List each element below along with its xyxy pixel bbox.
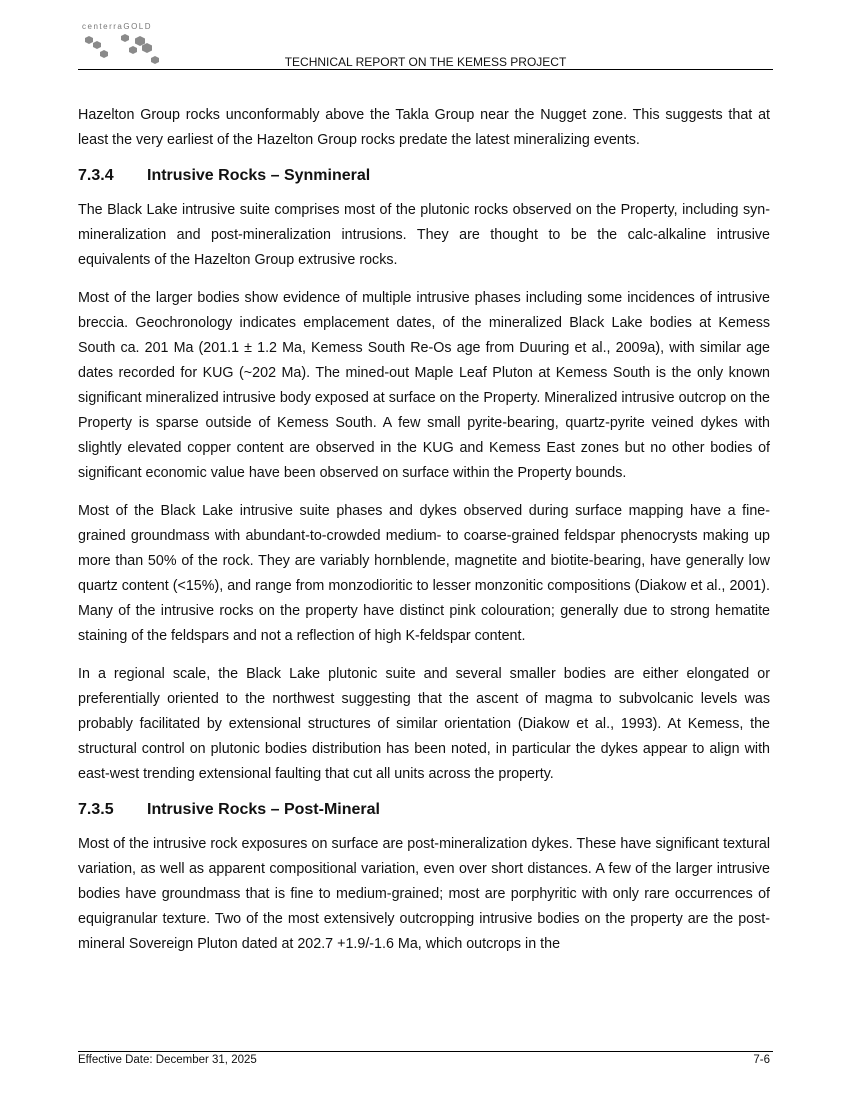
paragraph: In a regional scale, the Black Lake plutonic suite and several smaller bodies are either elongated or preferentially oriented to the northwest suggesting that the ascent of magma to subvolcanic levels was probably facilitated by extensional structures of similar orientation (Diakow et al., 1993). At Kemess, the structural control on plutonic bodies distribution has been noted, in particular the dykes appear to align with east-west trending extensional faulting that cut all units across the property. [78, 666, 770, 782]
page-footer [78, 1054, 770, 1066]
paragraph: The Black Lake intrusive suite comprises most of the plutonic rocks observed on the Property, including syn-mineralization and post-mineralization intrusions. They are thought to be the calc-alkaline intrusive equivalents of the Hazelton Group extrusive rocks. [78, 202, 770, 268]
logo-wordmark: centerraGOLD [82, 22, 153, 31]
page-number: 7-6 [753, 1054, 770, 1066]
effective-date: Effective Date: December 31, 2025 [78, 1054, 257, 1066]
page-header [78, 18, 773, 70]
paragraph: Most of the Black Lake intrusive suite phases and dykes observed during surface mapping have a fine-grained groundmass with abundant-to-crowded medium- to coarse-grained feldspar phenocrysts making up more than 50% of the rock. They are variably hornblende, magnetite and biotite-bearing, have generally low quartz content (<15%), and range from monzodioritic to lesser monzonitic compositions (Diakow et al., 2001). Many of the intrusive rocks on the property have distinct pink colouration; generally due to strong hematite staining of the feldspars and not a reflection of high K-feldspar content. [78, 503, 770, 644]
section-number: 7.3.5 [78, 801, 114, 818]
section-heading-7-3-4 [78, 166, 770, 186]
report-title: TECHNICAL REPORT ON THE KEMESS PROJECT [284, 55, 567, 69]
section-number: 7.3.4 [78, 167, 114, 184]
footer-divider [78, 1051, 773, 1052]
page-body [78, 103, 770, 970]
section-title: Intrusive Rocks – Synmineral [147, 167, 371, 184]
paragraph: Most of the larger bodies show evidence of multiple intrusive phases including some incidences of intrusive breccia. Geochronology indicates emplacement dates, of the mineralized Black Lake bodies at Kemess South ca. 201 Ma (201.1 ± 1.2 Ma, Kemess South Re-Os age from Duuring et al., 2009a), with similar age dates recorded for KUG (~202 Ma). The mined-out Maple Leaf Pluton at Kemess South is the only known significant mineralized intrusive body exposed at surface on the Property. Mineralized intrusive outcrop on the Property is sparse outside of Kemess South. A few small pyrite-bearing, quartz-pyrite veined dykes with slightly elevated copper content are observed in the KUG and Kemess East zones but no other bodies of significant economic value have been observed on surface within the Property bounds. [78, 290, 770, 481]
paragraph: Most of the intrusive rock exposures on surface are post-mineralization dykes. These have significant textural variation, as well as apparent compositional variation, even over short distances. A few of the larger intrusive bodies have groundmass that is fine to medium-grained; most are porphyritic with only rare occurrences of equigranular texture. Two of the most extensively outcropping intrusive bodies on the property are the post-mineral Sovereign Pluton dated at 202.7 +1.9/-1.6 Ma, which outcrops in the [78, 836, 770, 952]
header-divider [78, 69, 773, 70]
paragraph: Hazelton Group rocks unconformably above the Takla Group near the Nugget zone. This suggests that at least the very earliest of the Hazelton Group rocks predate the latest mineralizing events. [78, 107, 770, 148]
section-title: Intrusive Rocks – Post-Mineral [147, 801, 380, 818]
section-heading-7-3-5 [78, 800, 770, 820]
